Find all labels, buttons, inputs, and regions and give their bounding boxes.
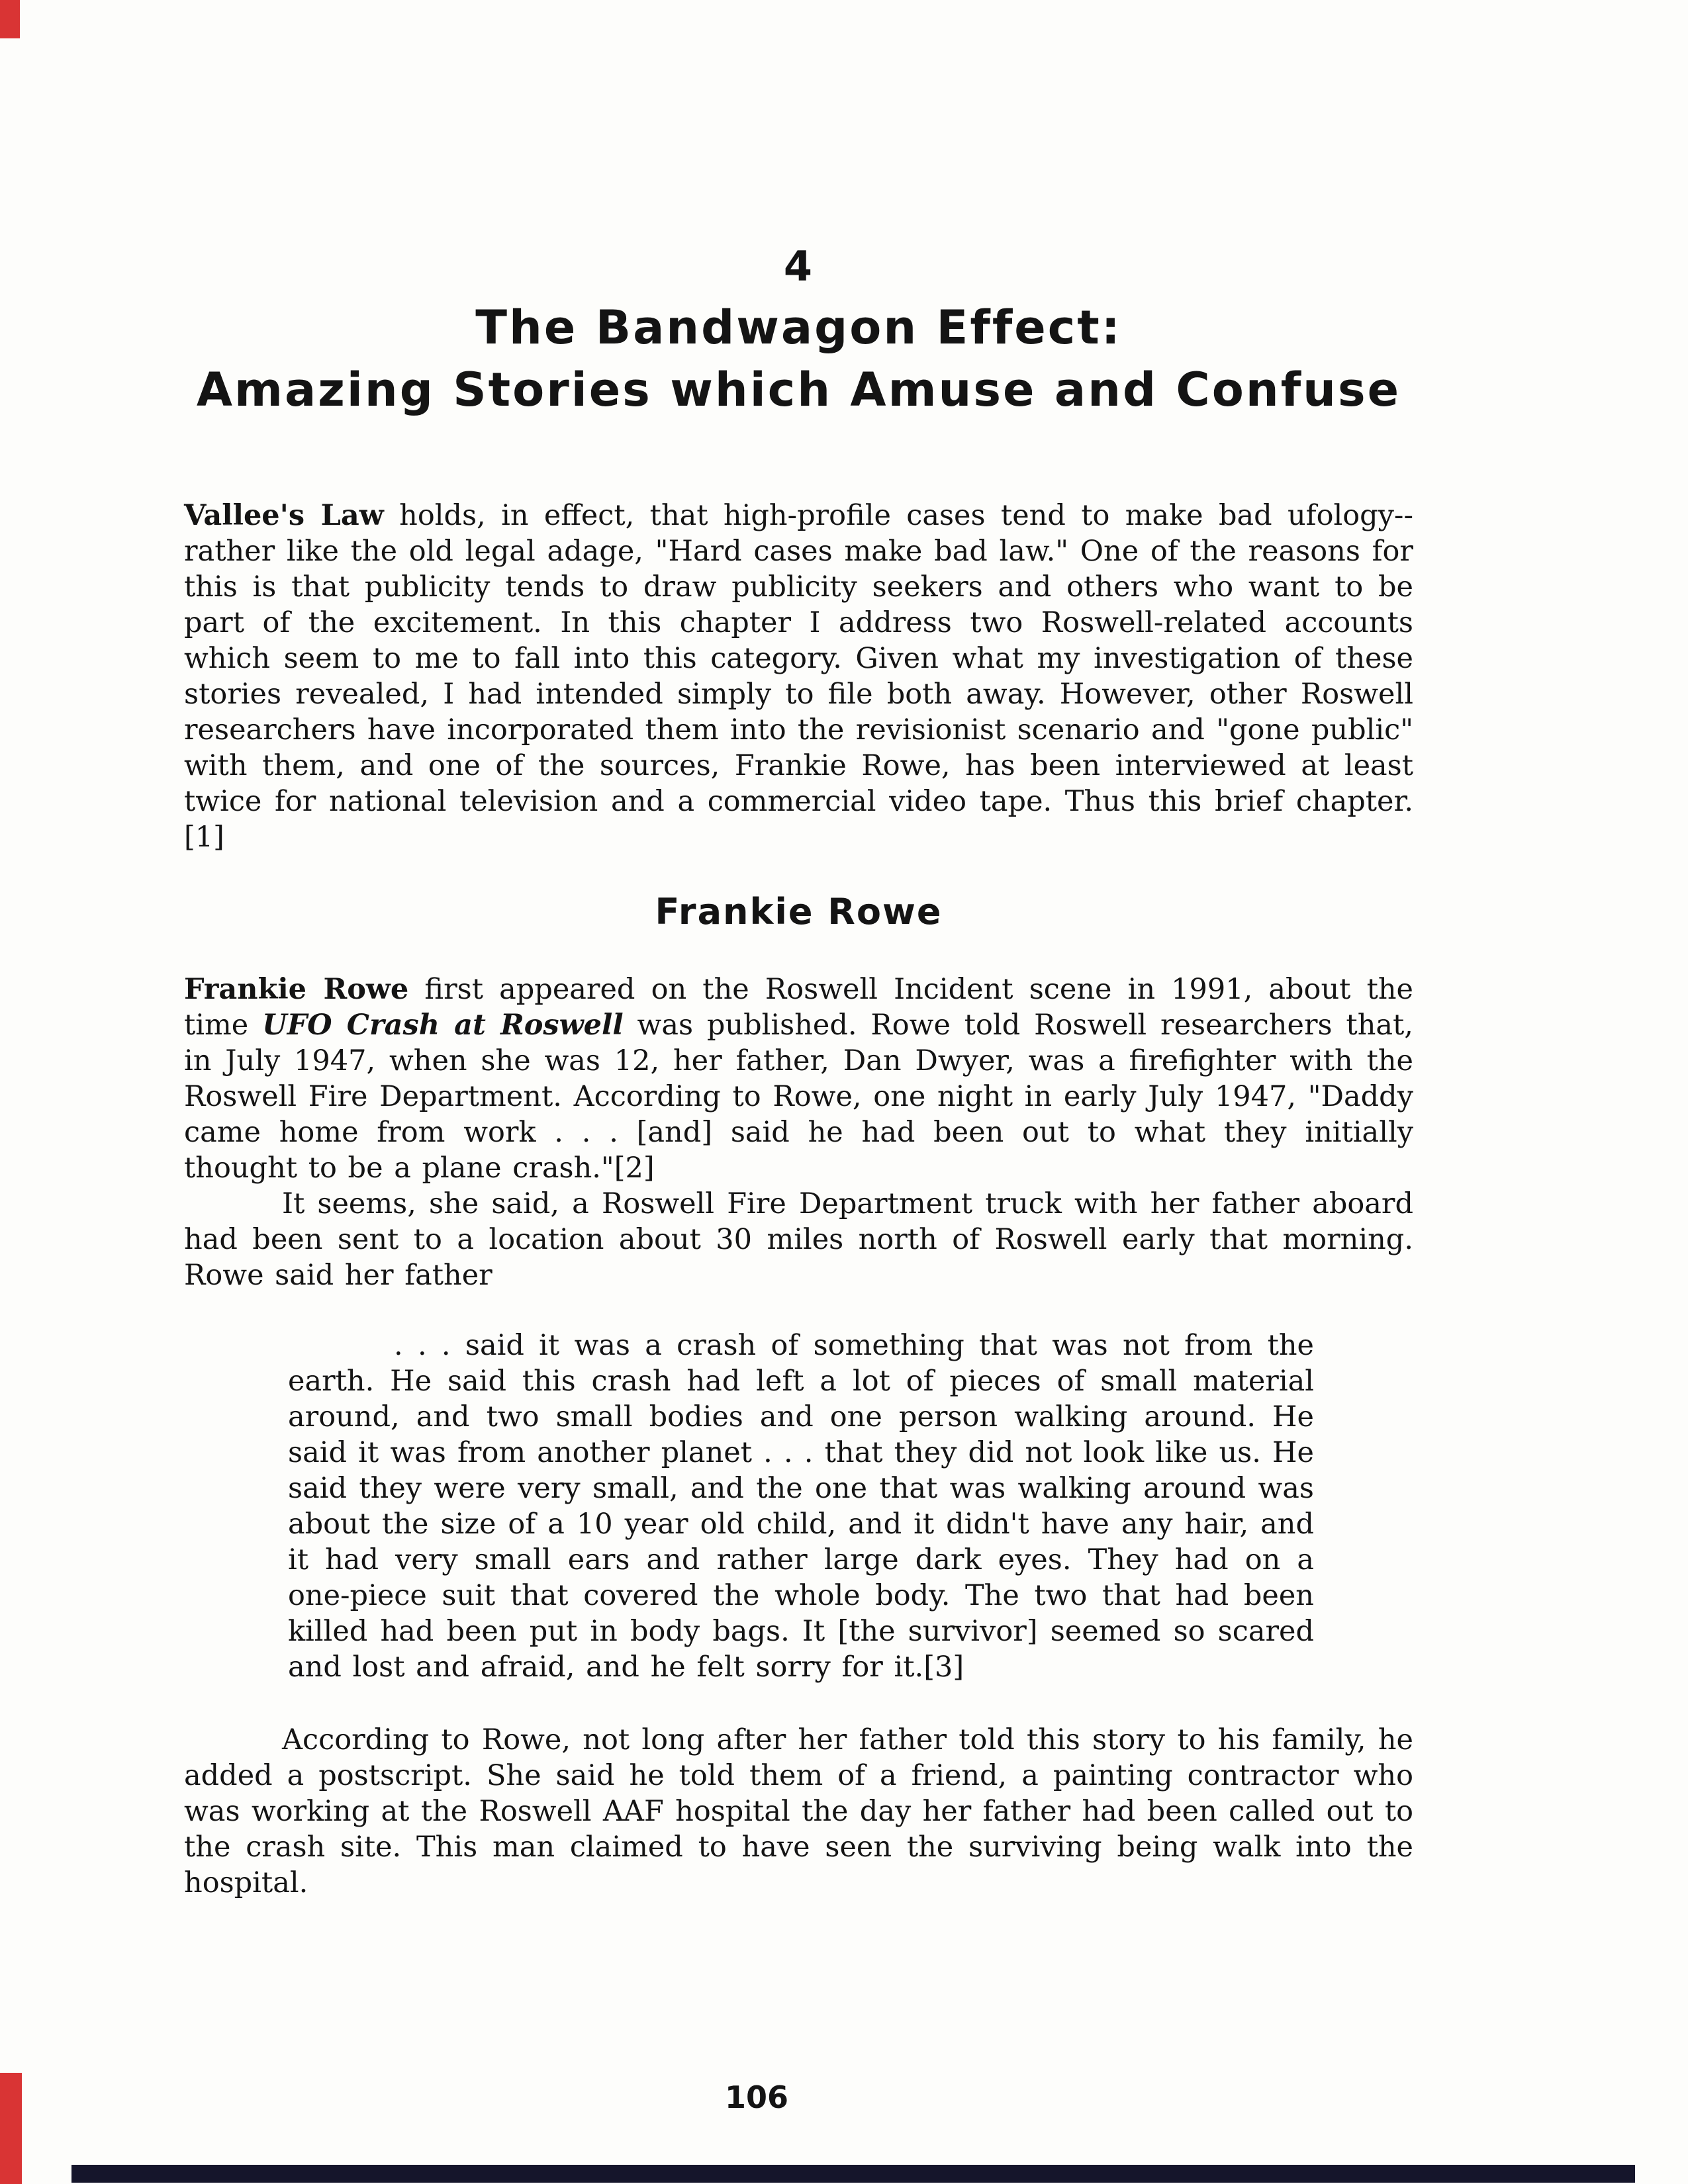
bold-lead-frankie-rowe: Frankie Rowe — [184, 973, 409, 1006]
paragraph-it-seems: It seems, she said, a Roswell Fire Department truck with her father aboard had been sent to a location about 30 miles north of Roswell early that morning. Rowe said her father — [184, 1187, 1413, 1292]
chapter-title-line1: The Bandwagon Effect: — [475, 300, 1122, 355]
scan-artifact-bottom-bar — [71, 2165, 1635, 2183]
blockquote-crash-description: . . . said it was a crash of something that was not from the earth. He said this crash had left a lot of pieces of small material around, and two small bodies and one person walking around. He said it was from another planet . . . that they did not look like us. He said they were very small, and the one that was walking around was about the size of a 10 year old child, and it didn't have any hair, and it had very small ears and rather large dark eyes. They had on a one-piece suit that covered the whole body. The two that had been killed had been put in body bags. It [the survivor] seemed so scared and lost and afraid, and he felt sorry for it.[3] — [288, 1329, 1314, 1684]
scan-artifact-red-strip-top — [0, 0, 20, 38]
chapter-title — [184, 296, 1413, 421]
paragraph-frankie-rowe-seg2: was published. Rowe told Roswell researchers that, in July 1947, when she was 12, her father, Dan Dwyer, was a firefighter with the Roswell Fire Department. According to Rowe, one night in early July 1947, "Daddy came home from work . . . [and] said he had been out to what they initially thought to be a plane crash."[2] — [184, 1009, 1413, 1185]
bold-lead-vallees-law: Vallee's Law — [184, 499, 384, 532]
chapter-number: 4 — [783, 242, 814, 291]
paragraph-vallees-law-text: holds, in effect, that high-profile cases tend to make bad ufology--rather like the old legal adage, "Hard cases make bad law." One of the reasons for this is that publicity tends to draw publicity seekers and others who want to be part of the excitement. In this chapter I address two Roswell-related accounts which seem to me to fall into this category. Given what my investigation of these stories revealed, I had intended simply to file both away. However, other Roswell researchers have incorporated them into the revisionist scenario and "gone public" with them, and one of the sources, Frankie Rowe, has been interviewed at least twice for national television and a commercial video tape. Thus this brief chapter.[1] — [184, 499, 1413, 854]
book-title-ufo-crash-at-roswell: UFO Crash at Roswell — [262, 1009, 624, 1042]
paragraph-vallees-law — [184, 498, 1413, 855]
paragraph-frankie-rowe-seg1: first appeared on the Roswell Incident scene in 1991, about the time — [184, 973, 1413, 1042]
paragraph-according-to-rowe: According to Rowe, not long after her father told this story to his family, he added a postscript. She said he told them of a friend, a painting contractor who was working at the Roswell AAF hospital the day her father had been called out to the crash site. This man claimed to have seen the surviving being walk into the hospital. — [184, 1723, 1413, 1899]
chapter-title-line2: Amazing Stories which Amuse and Confuse — [196, 363, 1401, 417]
section-heading-frankie-rowe: Frankie Rowe — [655, 891, 943, 933]
paragraph-frankie-rowe-intro — [184, 972, 1413, 1186]
page-content — [184, 244, 1413, 1901]
page-number: 106 — [724, 2079, 789, 2115]
